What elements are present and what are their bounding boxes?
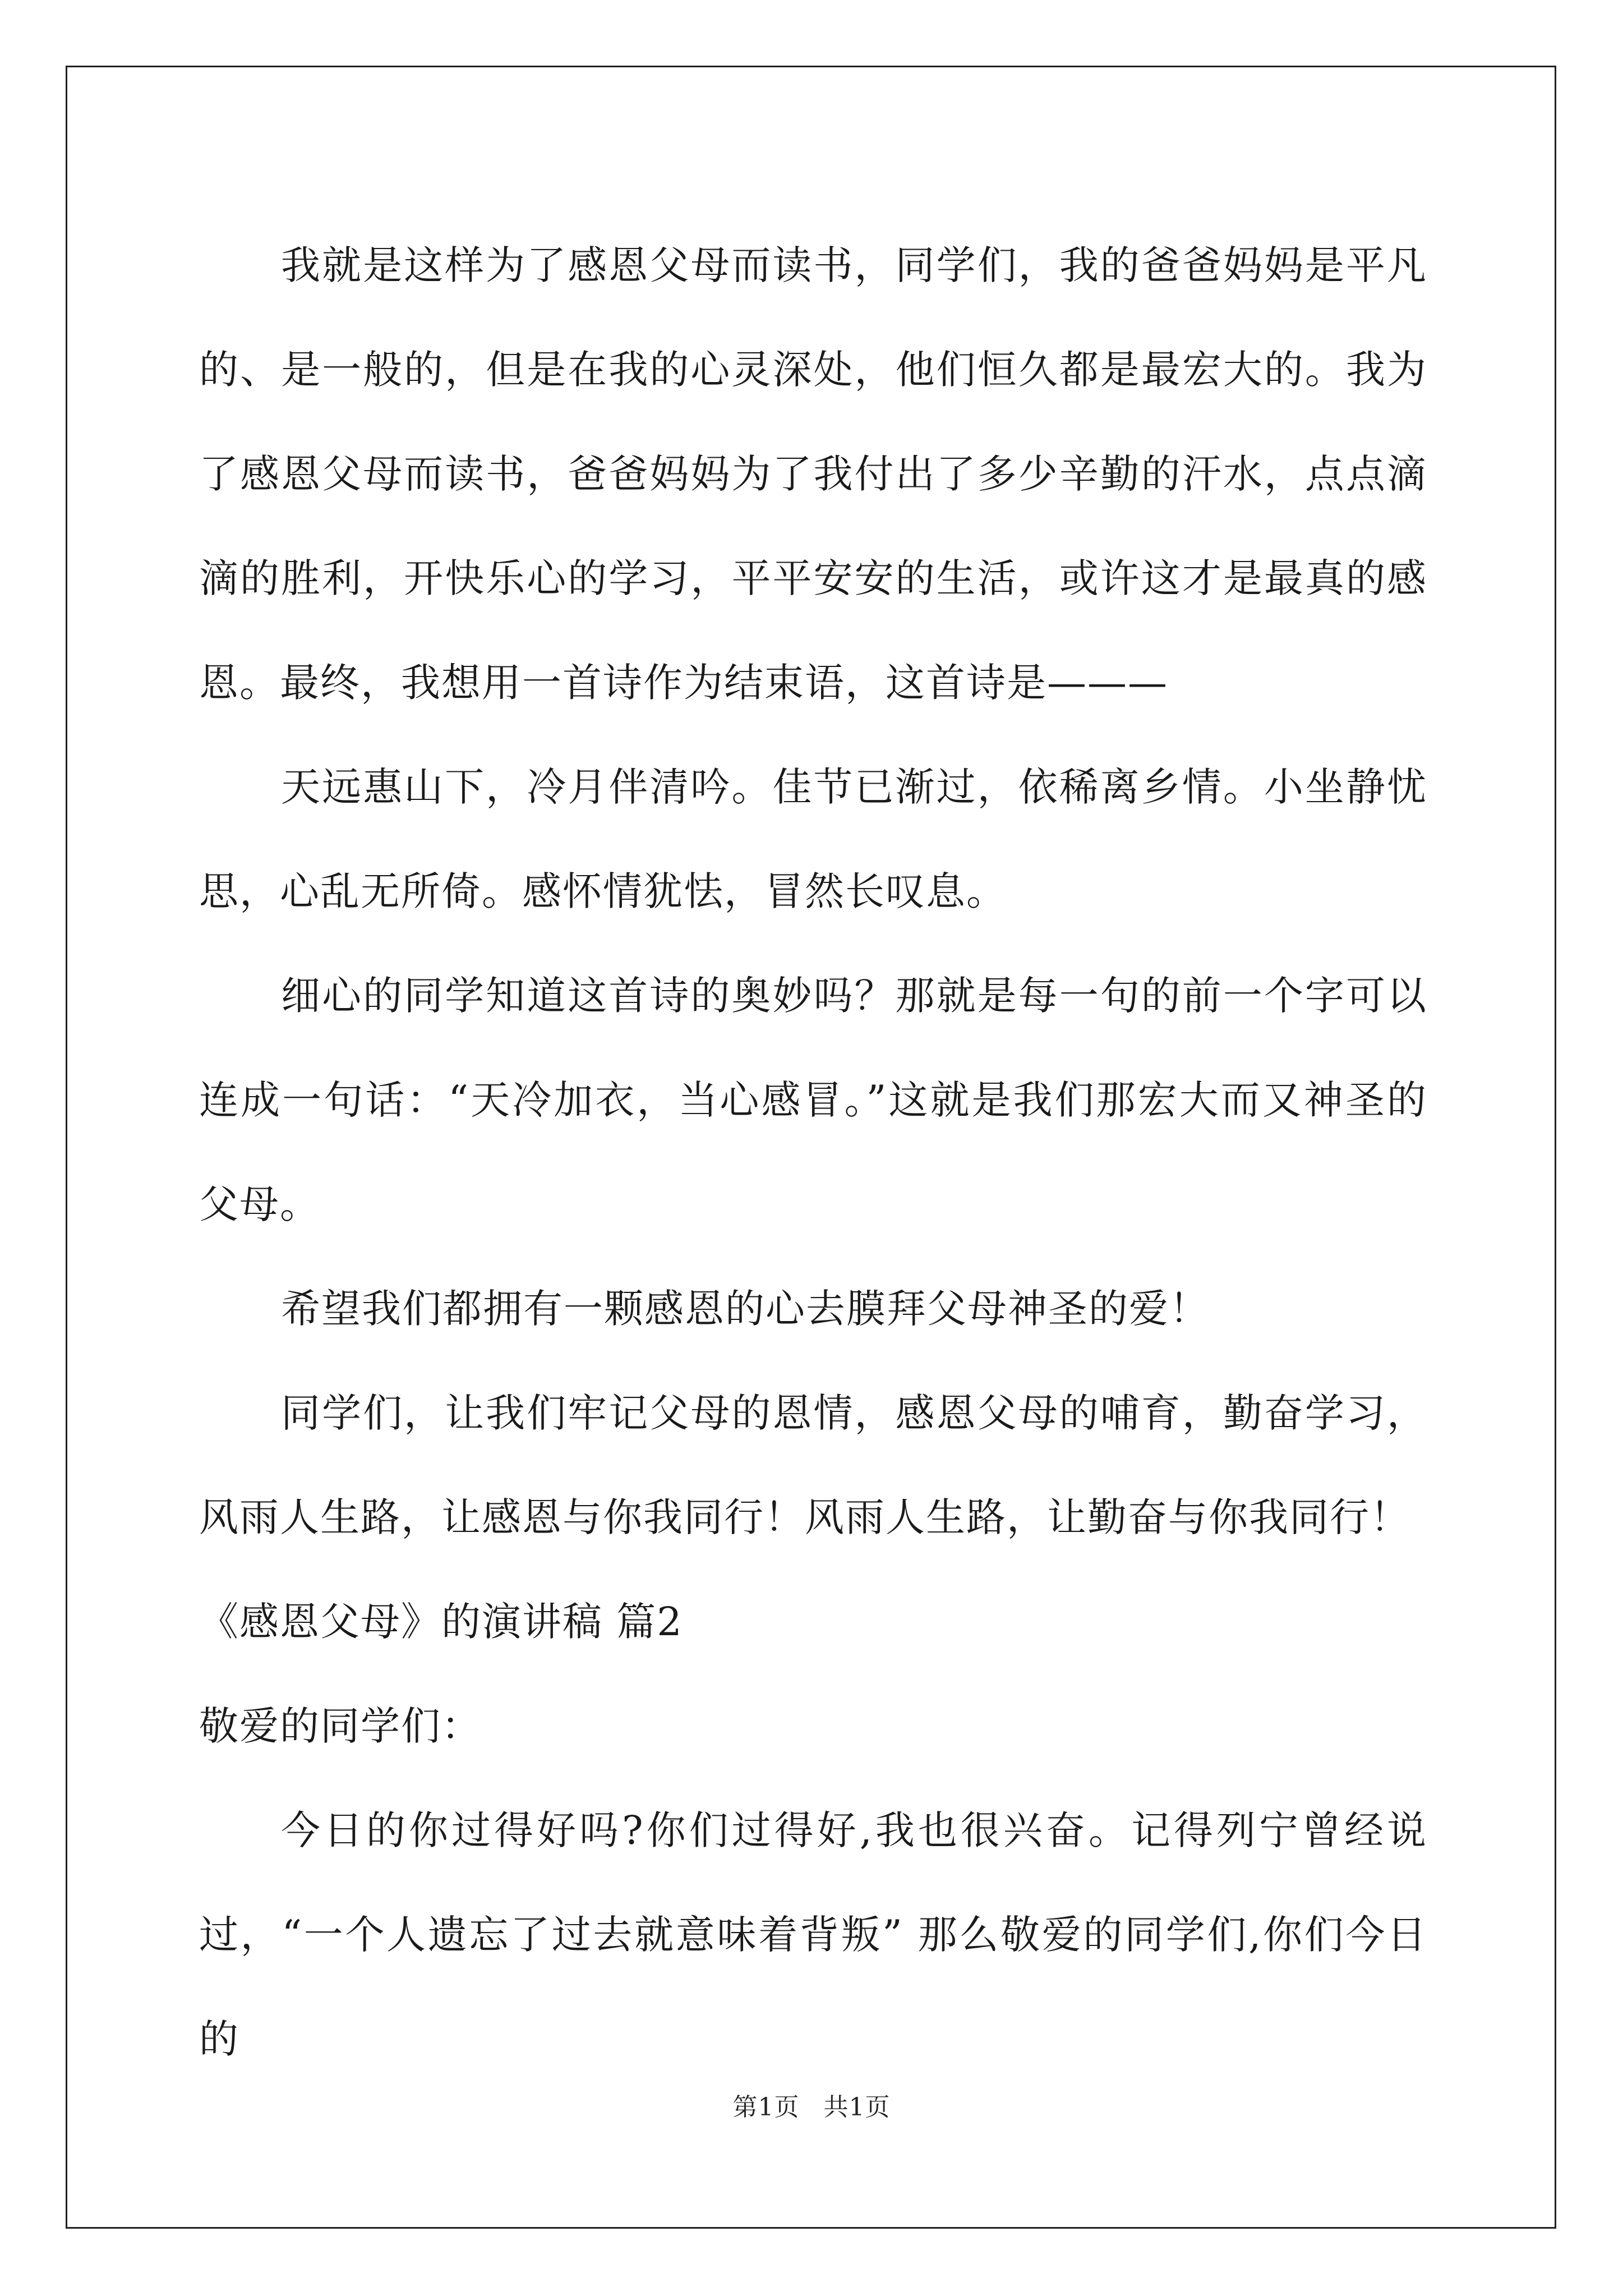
page-footer [0,2087,1623,2123]
paragraph-hope: 希望我们都拥有一颗感恩的心去膜拜父母神圣的爱！ [281,1286,1210,1332]
paragraph-gratitude-reading: 我就是这样为了感恩父母而读书，同学们，我的爸爸妈妈是平凡的、是一般的，但是在我的心灵深处，他们恒久都是最宏大的。我为了感恩父母而读书，爸爸妈妈为了我付出了多少辛勤的汗水，点点滴滴的胜利，开快乐心的学习，平平安安的生活，或许这才是最真的感恩。最终，我想用一首诗作为结束语，这首诗是——— [199,242,1427,706]
paragraph-poem: 天远惠山下，冷月伴清吟。佳节已渐过，依稀离乡情。小坐静忧思，心乱无所倚。感怀情犹怯，冒然长叹息。 [199,764,1427,914]
paragraph-speech-opening: 今日的你过得好吗?你们过得好,我也很兴奋。记得列宁曾经说过，“一个人遗忘了过去就意味着背叛” 那么敬爱的同学们,你们今日的 [199,1807,1427,2062]
page-total: 共1页 [823,2093,891,2122]
section-heading: 《感恩父母》的演讲稿 篇2 [199,1599,683,1645]
page-number: 第1页 [732,2093,800,2122]
paragraph-poem-explanation: 细心的同学知道这首诗的奥妙吗？那就是每一句的前一个字可以连成一句话：“天冷加衣，当心感冒。”这就是我们那宏大而又神圣的父母。 [199,973,1427,1227]
document-body [199,213,1427,2091]
paragraph-closing: 同学们，让我们牢记父母的恩情，感恩父母的哺育，勤奋学习，风雨人生路，让感恩与你我同行！风雨人生路，让勤奋与你我同行！ [199,1390,1427,1540]
salutation: 敬爱的同学们： [199,1703,482,1749]
